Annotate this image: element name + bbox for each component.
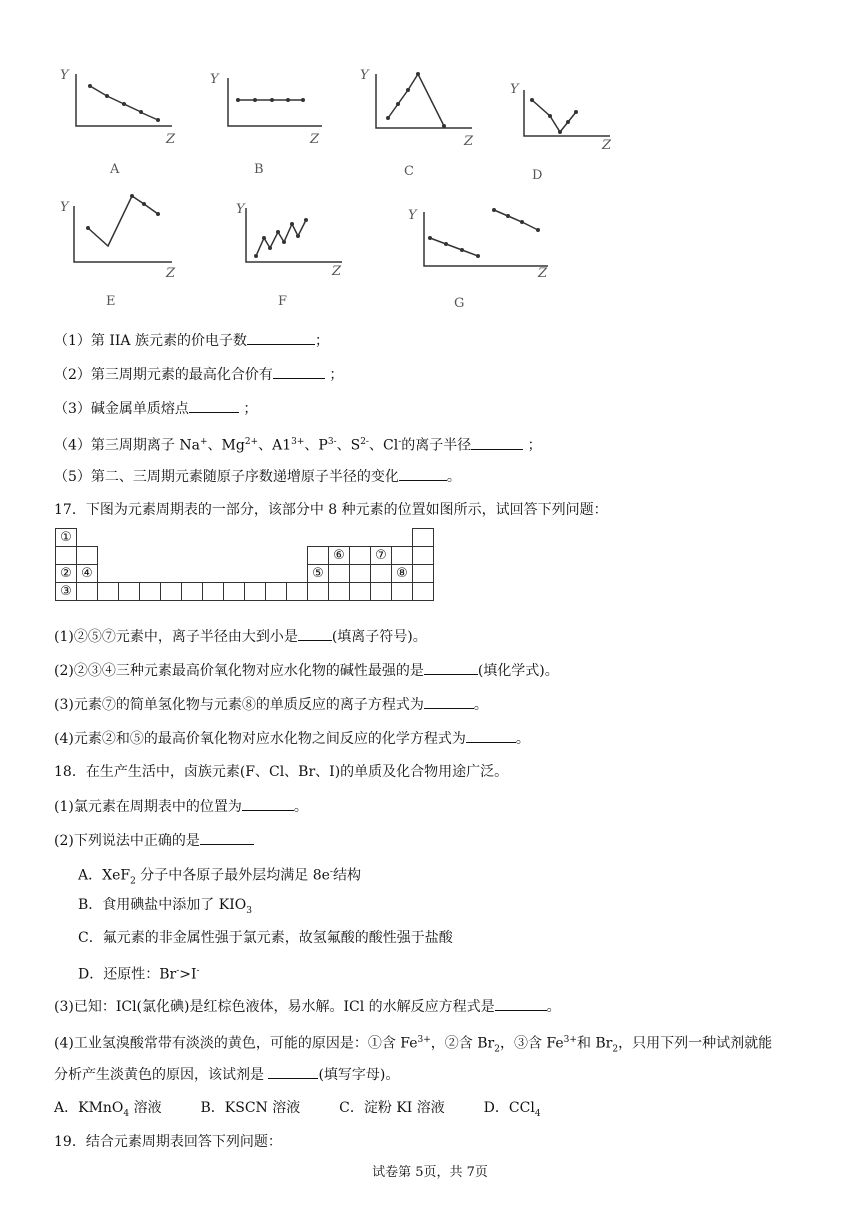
graph-g-plot [408, 200, 553, 280]
answer-blank[interactable] [189, 398, 239, 413]
graph-a [60, 66, 180, 181]
q17-sub-1: (1)②⑤⑦元素中，离子半径由大到小是 (填离子符号)。 [54, 626, 427, 647]
graph-g [408, 200, 558, 316]
pt-cell-5: ⑤ [308, 565, 329, 583]
graph-b [210, 72, 330, 182]
q18-option-a[interactable]: A．XeF$_2$ 分子中各原子最外层均满足 8e-结构 [78, 867, 361, 887]
graph-b-z-label: Z [310, 132, 320, 147]
page-footer: 试卷第 5页，共 7页 [372, 1165, 488, 1180]
graph-e-caption: E [106, 294, 116, 309]
answer-blank[interactable] [424, 660, 478, 675]
graph-d-z-label: Z [602, 138, 612, 153]
pt-cell-7: ⑦ [371, 547, 392, 565]
graph-b-y-label: Y [210, 72, 219, 87]
answer-blank[interactable] [298, 626, 332, 641]
q16-item-2: （2）第三周期元素的最高化合价有 ； [54, 364, 343, 385]
q18-sub-2: (2)下列说法中正确的是 [54, 830, 254, 851]
graph-c-z-label: Z [464, 134, 474, 149]
choice-c[interactable]: C．淀粉 KI 溶液 [339, 1100, 445, 1116]
answer-blank[interactable] [495, 996, 547, 1011]
graph-e-z-label: Z [166, 266, 176, 281]
graph-e-y-label: Y [60, 200, 69, 215]
graph-g-y-label: Y [408, 208, 417, 223]
choice-b[interactable]: B．KSCN 溶液 [200, 1100, 301, 1116]
graph-f [232, 202, 352, 314]
choice-d[interactable]: D．CCl$_4$ [483, 1100, 541, 1119]
graph-f-caption: F [278, 294, 288, 309]
pt-cell [413, 529, 434, 547]
q16-item-3: （3）碱金属单质熔点 ； [54, 398, 257, 419]
answer-blank[interactable] [242, 796, 294, 811]
answer-blank[interactable] [471, 435, 523, 450]
graph-a-y-label: Y [60, 68, 69, 83]
pt-cell-3: ③ [56, 583, 77, 601]
q17-sub-2: (2)②③④三种元素最高价氧化物对应水化物的碱性最强的是 (填化学式)。 [54, 660, 559, 681]
answer-blank[interactable] [200, 830, 254, 845]
q18-option-d[interactable]: D．还原性：Br->I- [78, 966, 200, 983]
graph-e [60, 196, 180, 312]
q16-item-5: （5）第二、三周期元素随原子序数递增原子半径的变化 。 [54, 466, 461, 487]
q18-option-b[interactable]: B．食用碘盐中添加了 $KIO_3$ [78, 897, 252, 916]
graph-a-plot [60, 66, 180, 156]
answer-blank[interactable] [424, 694, 474, 709]
periodic-table-fragment [55, 528, 434, 601]
q17-sub-3: (3)元素⑦的简单氢化物与元素⑧的单质反应的离子方程式为 。 [54, 694, 488, 715]
graph-g-z-label: Z [538, 266, 548, 281]
pt-cell-1: ① [56, 529, 77, 547]
q17-stem: 17．下图为元素周期表的一部分，该部分中 8 种元素的位置如图所示，试回答下列问题： [54, 502, 608, 518]
q16-item-1: （1）第 IIA 族元素的价电子数 ； [54, 330, 329, 351]
q19-stem: 19．结合元素周期表回答下列问题： [54, 1134, 282, 1150]
graph-d [510, 82, 630, 187]
graph-d-caption: D [532, 168, 543, 183]
q18-choices [54, 1098, 541, 1124]
q16-item-4: （4）第三周期离子 Na+、$Mg^{2+}$、$A1^{3+}$、$P^{3-}$、$S^{2-}$、Cl-的离子半径 ； [54, 432, 542, 456]
q18-sub-4: (4)工业氢溴酸常带有淡淡的黄色，可能的原因是：①含 $Fe^{3+}$，②含 $Br_2$，③含 $Fe^{3+}$和 $Br_2$，只用下列一种试剂就能 [54, 1035, 773, 1055]
graph-c-y-label: Y [360, 68, 369, 83]
answer-blank[interactable] [268, 1064, 318, 1079]
graph-d-y-label: Y [510, 82, 519, 97]
graph-a-z-label: Z [166, 132, 176, 147]
q18-sub-1: (1)氯元素在周期表中的位置为 。 [54, 796, 308, 817]
answer-blank[interactable] [247, 330, 315, 345]
q18-stem: 18．在生产生活中，卤族元素(F、Cl、Br、I)的单质及化合物用途广泛。 [54, 764, 509, 780]
answer-blank[interactable] [466, 728, 516, 743]
graph-c [360, 68, 480, 183]
graph-c-caption: C [404, 164, 414, 179]
q18-sub-3: (3)已知：ICl(氯化碘)是红棕色液体，易水解。ICl 的水解反应方程式是 。 [54, 996, 561, 1017]
answer-blank[interactable] [399, 466, 447, 481]
graph-e-plot [60, 196, 180, 286]
graph-b-caption: B [254, 162, 264, 177]
pt-cell-8: ⑧ [392, 565, 413, 583]
pt-cell-4: ④ [77, 565, 98, 583]
pt-cell-2: ② [56, 565, 77, 583]
graph-g-caption: G [454, 296, 465, 311]
choice-a[interactable]: A．KMnO$_4$ 溶液 [54, 1100, 162, 1119]
graph-c-plot [360, 68, 480, 158]
graph-f-z-label: Z [332, 264, 342, 279]
graph-a-caption: A [110, 162, 120, 177]
q18-sub-4-cont: 分析产生淡黄色的原因，该试剂是 (填写字母)。 [54, 1064, 399, 1085]
answer-blank[interactable] [273, 364, 325, 379]
graph-f-y-label: Y [236, 202, 245, 217]
pt-cell-6: ⑥ [329, 547, 350, 565]
q18-option-c[interactable]: C．氟元素的非金属性强于氯元素，故氢氟酸的酸性强于盐酸 [78, 930, 453, 946]
q17-sub-4: (4)元素②和⑤的最高价氧化物对应水化物之间反应的化学方程式为 。 [54, 728, 530, 749]
